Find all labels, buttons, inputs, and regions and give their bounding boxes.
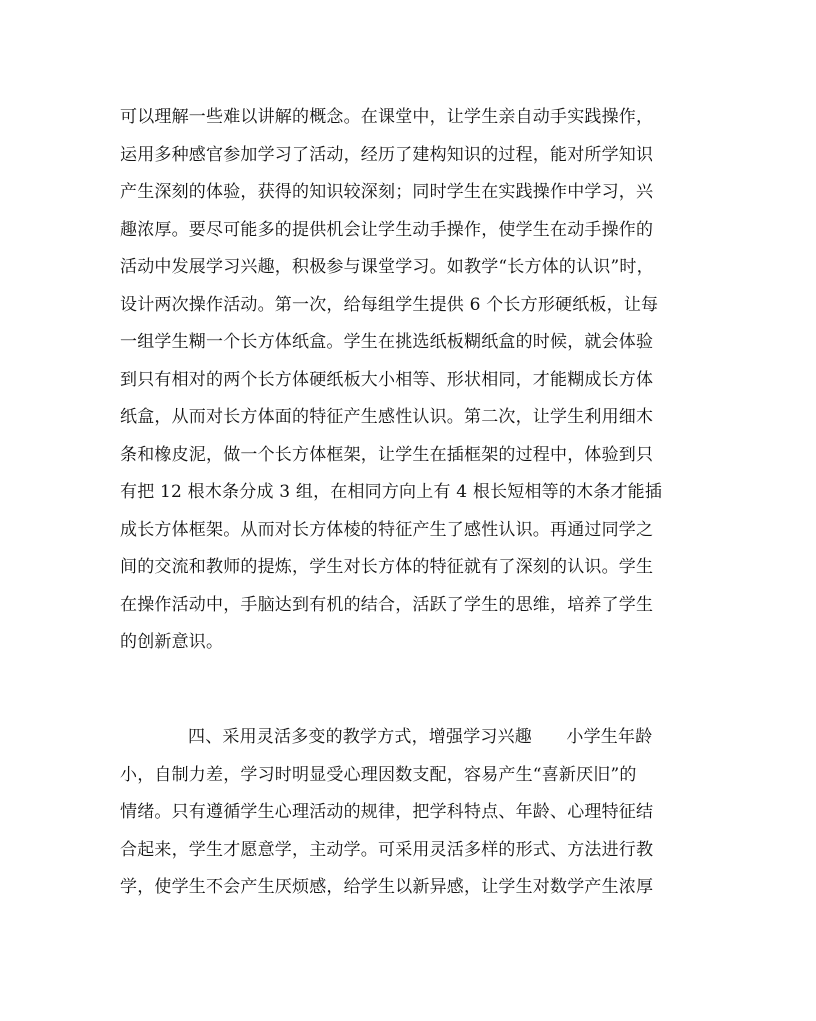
text-line: 一组学生糊一个长方体纸盒。学生在挑选纸板糊纸盒的时候，就会体验 [120, 332, 654, 352]
text-line: 学，使学生不会产生厌烦感，给学生以新异感，让学生对数学产生浓厚 [120, 877, 654, 897]
text-line: 条和橡皮泥，做一个长方体框架，让学生在插框架的过程中，体验到只 [120, 444, 654, 465]
text-line: 运用多种感官参加学习了活动，经历了建构知识的过程，能对所学知识 [120, 144, 654, 165]
text-line: 到只有相对的两个长方体硬纸板大小相等、形状相同，才能糊成长方体 [120, 369, 654, 390]
text-line: 小，自制力差，学习时明显受心理因数支配，容易产生“喜新厌旧”的 [120, 764, 637, 785]
text-line: 可以理解一些难以讲解的概念。在课堂中，让学生亲自动手实践操作， [120, 107, 654, 127]
text-line: 情绪。只有遵循学生心理活动的规律，把学科特点、年龄、心理特征结 [120, 802, 654, 822]
text-line: 设计两次操作活动。第一次，给每组学生提供 6 个长方形硬纸板，让每 [120, 294, 659, 315]
text-line: 有把 12 根木条分成 3 组，在相同方向上有 4 根长短相等的木条才能插 [120, 482, 663, 502]
body-paragraph-2 [120, 719, 696, 907]
text-line: 合起来，学生才愿意学，主动学。可采用灵活多样的形式、方法进行教 [120, 839, 654, 860]
text-line: 产生深刻的体验，获得的知识较深刻；同时学生在实践操作中学习，兴 [120, 182, 654, 202]
body-paragraph-1 [120, 99, 696, 662]
section-heading-line: 四、采用灵活多变的教学方式，增强学习兴趣 小学生年龄 [188, 727, 653, 747]
text-line: 的创新意识。 [120, 632, 224, 652]
text-line: 活动中发展学习兴趣，积极参与课堂学习。如教学“长方体的认识”时， [120, 257, 654, 277]
text-line: 成长方体框架。从而对长方体棱的特征产生了感性认识。再通过同学之 [120, 519, 654, 540]
text-line: 间的交流和教师的提炼，学生对长方体的特征就有了深刻的认识。学生 [120, 557, 654, 577]
text-line: 在操作活动中，手脑达到有机的结合，活跃了学生的思维，培养了学生 [120, 594, 654, 615]
text-line: 趣浓厚。要尽可能多的提供机会让学生动手操作，使学生在动手操作的 [120, 219, 654, 240]
text-line: 纸盒，从而对长方体面的特征产生感性认识。第二次，让学生利用细木 [120, 407, 654, 427]
